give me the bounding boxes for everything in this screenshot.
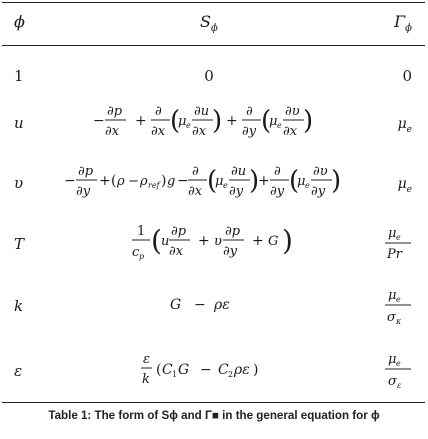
table-header-rule xyxy=(2,45,425,46)
svg-text:e: e xyxy=(396,359,401,368)
svg-text:): ) xyxy=(161,173,167,189)
svg-text:∂υ: ∂υ xyxy=(313,164,328,179)
row-k-phi: k xyxy=(14,297,24,315)
svg-text:(: ( xyxy=(156,362,162,378)
svg-text:σ: σ xyxy=(388,374,397,389)
svg-text:∂υ: ∂υ xyxy=(285,104,300,119)
svg-text:∂x: ∂x xyxy=(192,124,207,139)
svg-text:∂y: ∂y xyxy=(270,184,285,199)
svg-text:μ: μ xyxy=(215,174,224,189)
svg-text:∂y: ∂y xyxy=(223,244,238,259)
svg-text:∂p: ∂p xyxy=(171,224,187,239)
row-T-phi: T xyxy=(14,235,25,253)
svg-text:+: + xyxy=(99,173,111,189)
svg-text:): ) xyxy=(331,166,342,196)
svg-text:k: k xyxy=(142,372,150,387)
svg-text:∂: ∂ xyxy=(155,104,162,119)
svg-text:G: G xyxy=(170,297,182,313)
row-v-gamma: $\mu_e$ xyxy=(397,176,412,195)
svg-text:Pr: Pr xyxy=(387,247,402,262)
svg-text:e: e xyxy=(396,233,401,242)
svg-text:∂x: ∂x xyxy=(283,124,298,139)
svg-text:p: p xyxy=(139,252,145,261)
svg-text:1: 1 xyxy=(172,370,178,379)
svg-text:ρ: ρ xyxy=(117,174,125,189)
header-source: $S_\phi$ xyxy=(200,12,218,35)
svg-text:(: ( xyxy=(289,166,300,196)
svg-text:e: e xyxy=(186,121,191,130)
svg-text:): ) xyxy=(212,106,223,136)
table-bottom-rule xyxy=(2,402,425,403)
svg-text:∂x: ∂x xyxy=(151,124,166,139)
svg-text:ρ: ρ xyxy=(140,174,148,189)
svg-text:−: − xyxy=(177,173,189,189)
svg-text:ρε: ρε xyxy=(214,297,230,313)
svg-text:): ) xyxy=(249,166,260,196)
svg-text:1: 1 xyxy=(137,224,146,239)
svg-text:∂y: ∂y xyxy=(76,184,91,199)
svg-text:∂u: ∂u xyxy=(194,104,210,119)
svg-text:+: + xyxy=(135,113,147,129)
svg-text:C: C xyxy=(218,362,229,378)
svg-text:ε: ε xyxy=(397,381,402,390)
svg-text:(: ( xyxy=(111,173,117,189)
svg-text:+: + xyxy=(258,173,270,189)
svg-text:∂y: ∂y xyxy=(242,124,257,139)
row-epsilon-phi: ε xyxy=(14,362,23,380)
svg-text:∂x: ∂x xyxy=(188,184,203,199)
row-k-gamma xyxy=(382,284,416,328)
svg-text:−: − xyxy=(200,362,212,378)
svg-text:): ) xyxy=(253,362,259,378)
row-T-gamma xyxy=(382,222,416,264)
svg-text:ε: ε xyxy=(143,352,150,367)
svg-text:−: − xyxy=(64,173,76,189)
svg-text:2: 2 xyxy=(228,370,234,379)
svg-text:−: − xyxy=(194,297,206,313)
svg-text:ρε: ρε xyxy=(234,362,250,378)
svg-text:σ: σ xyxy=(387,310,396,325)
svg-text:+: + xyxy=(226,113,238,129)
row-v-phi: υ xyxy=(14,174,24,192)
svg-text:κ: κ xyxy=(396,317,402,326)
svg-text:∂x: ∂x xyxy=(169,244,184,259)
svg-text:u: u xyxy=(161,234,170,249)
svg-text:(: ( xyxy=(207,166,218,196)
svg-text:μ: μ xyxy=(297,174,306,189)
svg-text:): ) xyxy=(303,106,314,136)
svg-text:∂y: ∂y xyxy=(229,184,244,199)
svg-text:(: ( xyxy=(151,224,162,257)
svg-text:g: g xyxy=(167,174,176,189)
svg-text:∂y: ∂y xyxy=(311,184,326,199)
svg-text:e: e xyxy=(223,181,228,190)
header-phi: ϕ xyxy=(14,12,25,31)
svg-text:(: ( xyxy=(261,106,272,136)
svg-text:∂u: ∂u xyxy=(231,164,247,179)
svg-text:G: G xyxy=(268,234,279,249)
svg-text:∂x: ∂x xyxy=(105,124,120,139)
svg-text:∂p: ∂p xyxy=(225,224,241,239)
row-epsilon-source-equation xyxy=(138,346,298,394)
svg-text:G: G xyxy=(178,362,190,378)
svg-text:∂p: ∂p xyxy=(107,104,123,119)
row-u-source-equation xyxy=(90,98,340,144)
row-u-gamma: $\mu_e$ xyxy=(397,116,412,135)
svg-text:+: + xyxy=(198,233,210,249)
svg-text:e: e xyxy=(396,295,401,304)
table-top-rule xyxy=(2,2,425,3)
svg-text:ref: ref xyxy=(148,181,160,190)
svg-text:−: − xyxy=(93,113,105,129)
svg-text:(: ( xyxy=(170,106,181,136)
svg-text:μ: μ xyxy=(388,352,397,367)
svg-text:μ: μ xyxy=(388,226,397,241)
svg-text:μ: μ xyxy=(178,114,187,129)
svg-text:c: c xyxy=(132,245,140,260)
svg-text:e: e xyxy=(277,121,282,130)
svg-text:e: e xyxy=(305,181,310,190)
row-v-source-equation xyxy=(62,158,362,204)
svg-text:μ: μ xyxy=(388,288,397,303)
svg-text:∂p: ∂p xyxy=(78,164,94,179)
svg-text:∂: ∂ xyxy=(246,104,253,119)
table-caption: Table 1: The form of Sϕ and Γ■ in the general equation for ϕ xyxy=(48,409,380,422)
row-epsilon-gamma xyxy=(382,348,416,392)
row-u-phi: u xyxy=(14,114,24,132)
row-T-source-equation xyxy=(128,218,308,268)
row-1-gamma: 0 xyxy=(402,67,412,85)
row-1-phi: 1 xyxy=(14,67,24,85)
svg-text:∂: ∂ xyxy=(274,164,281,179)
svg-text:C: C xyxy=(162,362,173,378)
svg-text:+: + xyxy=(252,233,264,249)
svg-text:υ: υ xyxy=(214,234,222,249)
svg-text:μ: μ xyxy=(269,114,278,129)
svg-text:−: − xyxy=(128,174,139,189)
svg-text:∂: ∂ xyxy=(192,164,199,179)
row-k-source-equation xyxy=(166,286,276,320)
header-gamma: $\Gamma_\phi$ xyxy=(394,12,412,35)
row-1-source: 0 xyxy=(204,67,214,85)
svg-text:): ) xyxy=(282,224,293,257)
